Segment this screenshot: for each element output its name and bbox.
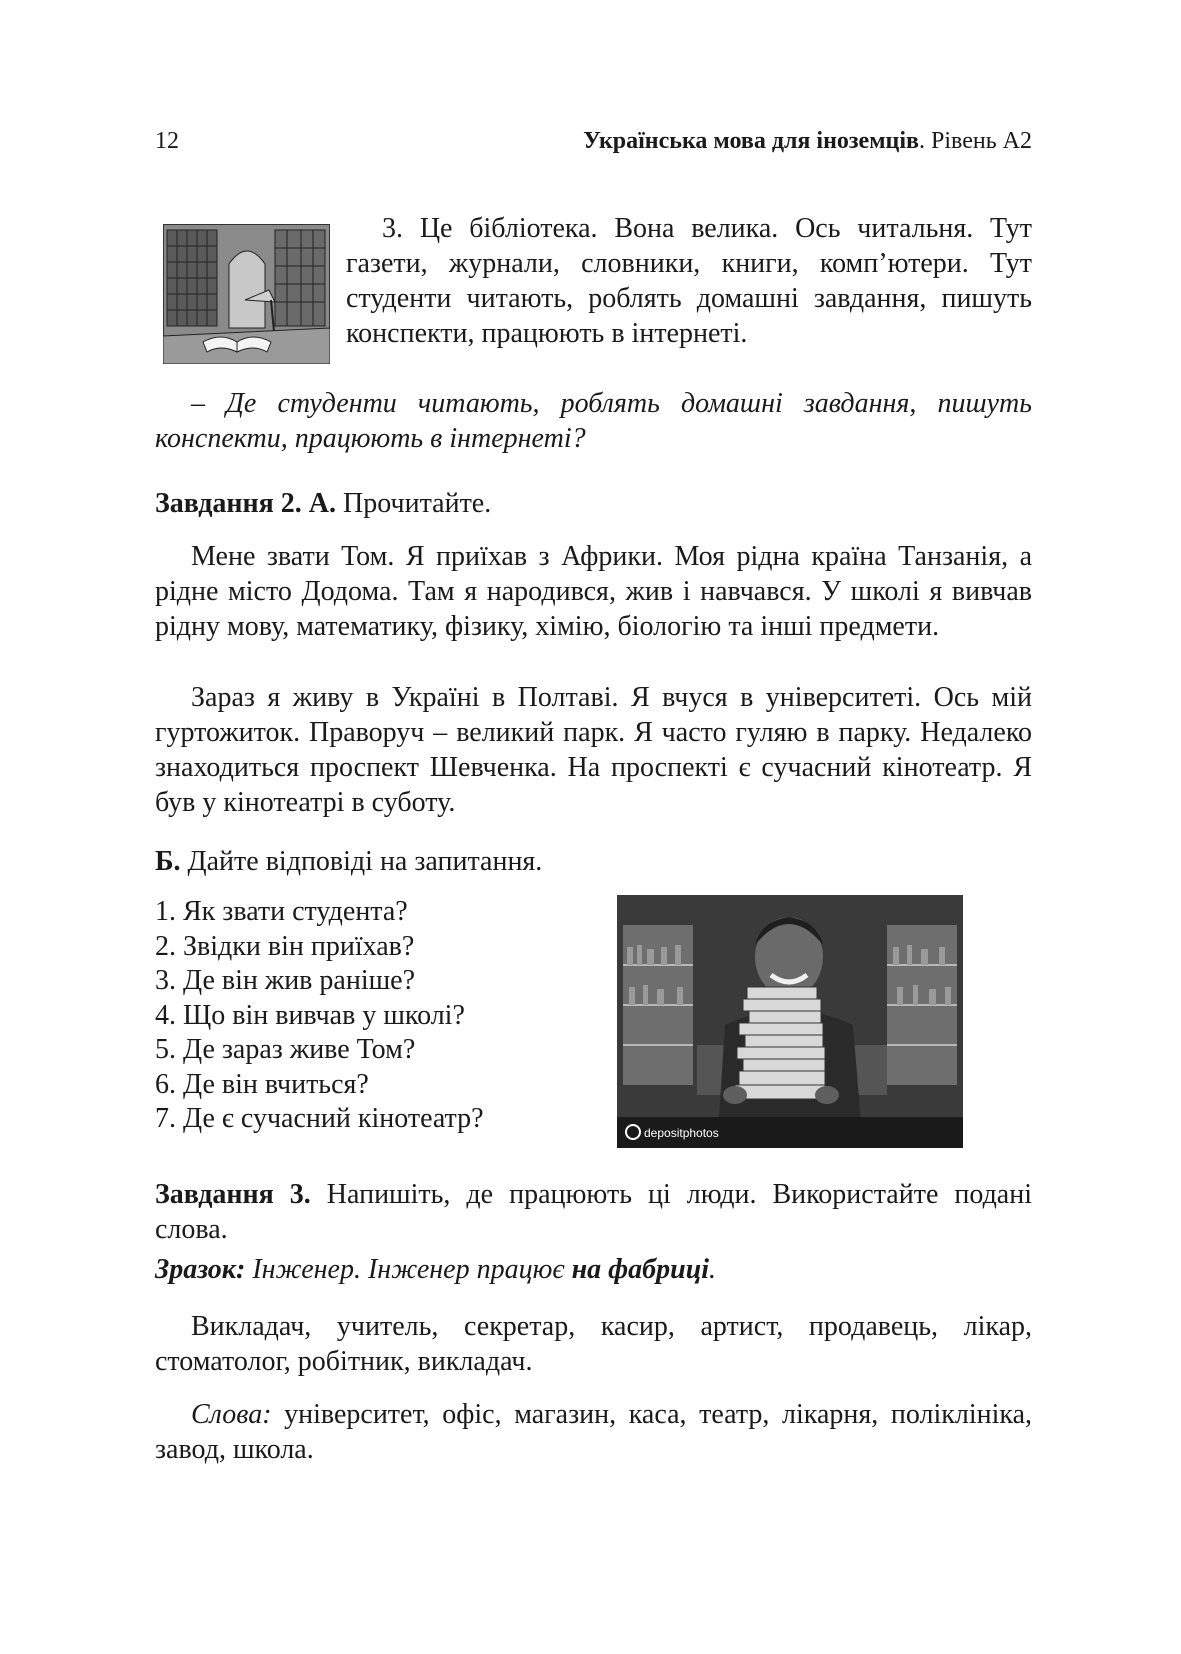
intro-paragraph: 3. Це бібліотека. Вона велика. Ось читальня. Тут газети, журнали, словники, книги, комп’ютери. Тут студенти читають, роблять домашні завдання, пишуть конспекти, працюють в інтернеті. [346,213,1032,349]
watermark-text: depositphotos [644,1126,719,1140]
page-header [155,128,1032,162]
words-label: Слова: [191,1399,272,1430]
task2-heading [155,486,1032,521]
task3-heading [155,1177,1032,1247]
task3-sample [155,1252,1032,1287]
task3-label: Завдання 3. [155,1179,311,1210]
library-illustration [163,224,330,364]
list-item: 6. Де він вчиться? [155,1068,369,1100]
task2b-heading [155,844,1032,879]
sample-end: . [709,1254,717,1285]
task2-label: Завдання 2. А. [155,488,337,519]
task3-instruction: Напишіть, де працюють ці люди. Використайте подані слова. [155,1179,1033,1245]
list-item: 5. Де зараз живе Том? [155,1034,416,1065]
task3-places [155,1397,1032,1467]
list-item: 1. Як звати студента? [155,896,408,927]
sample-text: Інженер. Інженер працює [245,1254,572,1285]
question-list [155,895,595,1137]
running-title [583,128,1032,155]
running-title-level: . Рівень А2 [919,128,1032,154]
sample-label: Зразок: [155,1254,246,1285]
task2-instruction: Прочитайте. [336,488,492,519]
task2-paragraph-2: Зараз я живу в Україні в Полтаві. Я вчуся в університеті. Ось мій гуртожиток. Праворуч – великий парк. Я часто гуляю в парку. Недалеко знаходиться проспект Шевченка. На проспекті є сучасний кінотеатр. Я був у кінотеатрі в суботу. [155,682,1032,818]
task2-paragraph-1: Мене звати Том. Я приїхав з Африки. Моя рідна країна Танзанія, а рідне місто Додома. Там я народився, жив і навчався. У школі я вивчав рідну мову, математику, фізику, хімію, біологію та інші предмети. [155,541,1032,642]
list-item: 3. Де він жив раніше? [155,965,416,996]
student-photo [617,895,963,1148]
sample-answer: на фабриці [571,1254,710,1285]
words-places: університет, офіс, магазин, каса, театр, лікарня, поліклініка, завод, школа. [155,1399,1032,1465]
list-item: 2. Звідки він приїхав? [155,930,415,962]
task2b-instruction: Дайте відповіді на запитання. [180,846,543,877]
list-item: 4. Що він вивчав у школі? [155,999,465,1031]
task2b-label: Б. [155,846,181,877]
page-number: 12 [155,128,179,154]
list-item: 7. Де є сучасний кінотеатр? [155,1103,484,1134]
running-title-bold: Українська мова для іноземців [583,128,920,154]
intro-question: – Де студенти читають, роблять домашні завдання, пишуть конспекти, працюють в інтернеті? [155,388,1032,454]
task3-people-words: Викладач, учитель, секретар, касир, артист, продавець, лікар, стоматолог, робітник, викладач. [155,1311,1032,1377]
